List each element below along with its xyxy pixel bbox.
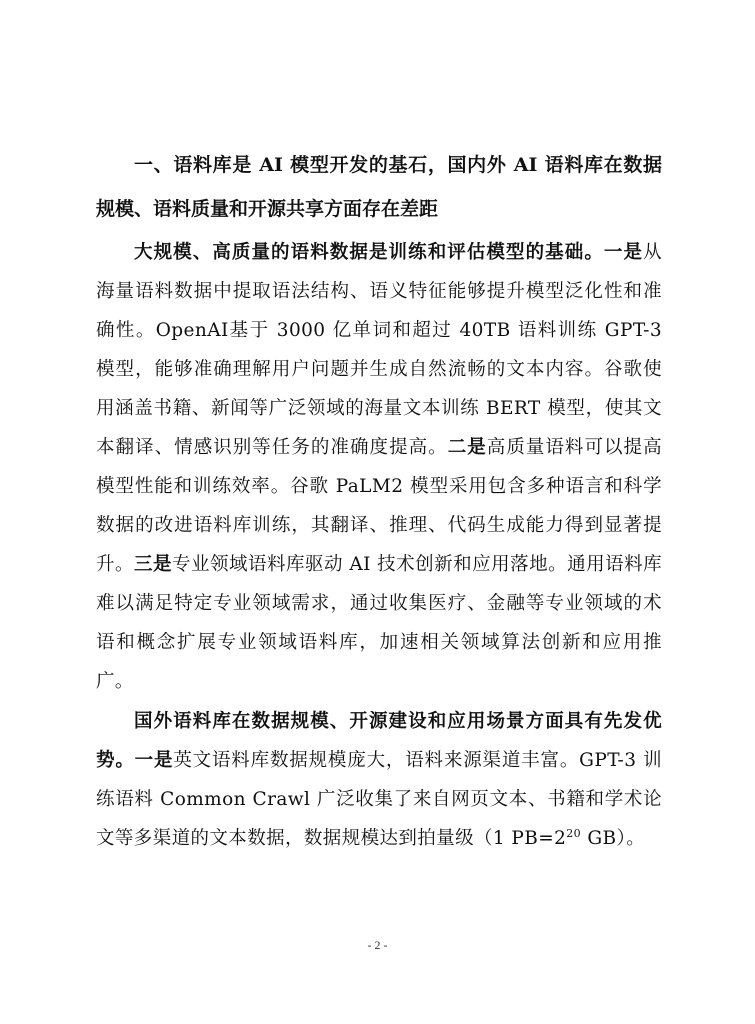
page-body <box>96 143 662 858</box>
point-marker-first: 一是 <box>134 750 174 771</box>
exponent-superscript: 20 <box>566 826 582 840</box>
point-marker-second: 二是 <box>447 437 487 458</box>
point-text-first-end: GB）。 <box>581 828 646 849</box>
paragraph-foreign-advantage <box>96 702 662 858</box>
point-text-first: 英文语料库数据规模庞大，语料来源渠道丰富。GPT-3 训练语料 Common Crawl 广泛收集了来自网页文本、书籍和学术论文等多渠道的文本数据，数据规模达到拍量级（1 PB=2 <box>96 750 662 849</box>
paragraph-lead-sentence: 国外语料库在数据规模、开源建设和应用场景方面具有先发优势。 <box>96 711 662 771</box>
page-number: - 2 - <box>367 938 388 952</box>
point-marker-first: 一是 <box>603 242 644 263</box>
point-marker-third: 三是 <box>134 554 172 575</box>
point-text-second: 高质量语料可以提高模型性能和训练效率。谷歌 PaLM2 模型采用包含多种语言和科学数据的改进语料库训练，其翻译、推理、代码生成能力得到显著提升。 <box>96 437 662 575</box>
section-heading: 一、语料库是 AI 模型开发的基石，国内外 AI 语料库在数据规模、语料质量和开源共享方面存在差距 <box>96 154 662 220</box>
point-text-third: 专业领域语料库驱动 AI 技术创新和应用落地。通用语料库难以满足特定专业领域需求，通过收集医疗、金融等专业领域的术语和概念扩展专业领域语料库，加速相关领域算法创新和应用推广。 <box>96 554 662 692</box>
paragraph-lead-sentence: 大规模、高质量的语料数据是训练和评估模型的基础。 <box>134 242 604 263</box>
paragraph-corpus-foundation <box>96 233 662 701</box>
point-text-first: 从海量语料数据中提取语法结构、语义特征能够提升模型泛化性和准确性。OpenAI基于 3000 亿单词和超过 40TB 语料训练 GPT-3 模型，能够准确理解用户问题并生成自然流畅的文本内容。谷歌使用涵盖书籍、新闻等广泛领域的海量文本训练 BERT 模型，使其文本翻译、情感识别等任务的准确度提高。 <box>96 242 662 458</box>
